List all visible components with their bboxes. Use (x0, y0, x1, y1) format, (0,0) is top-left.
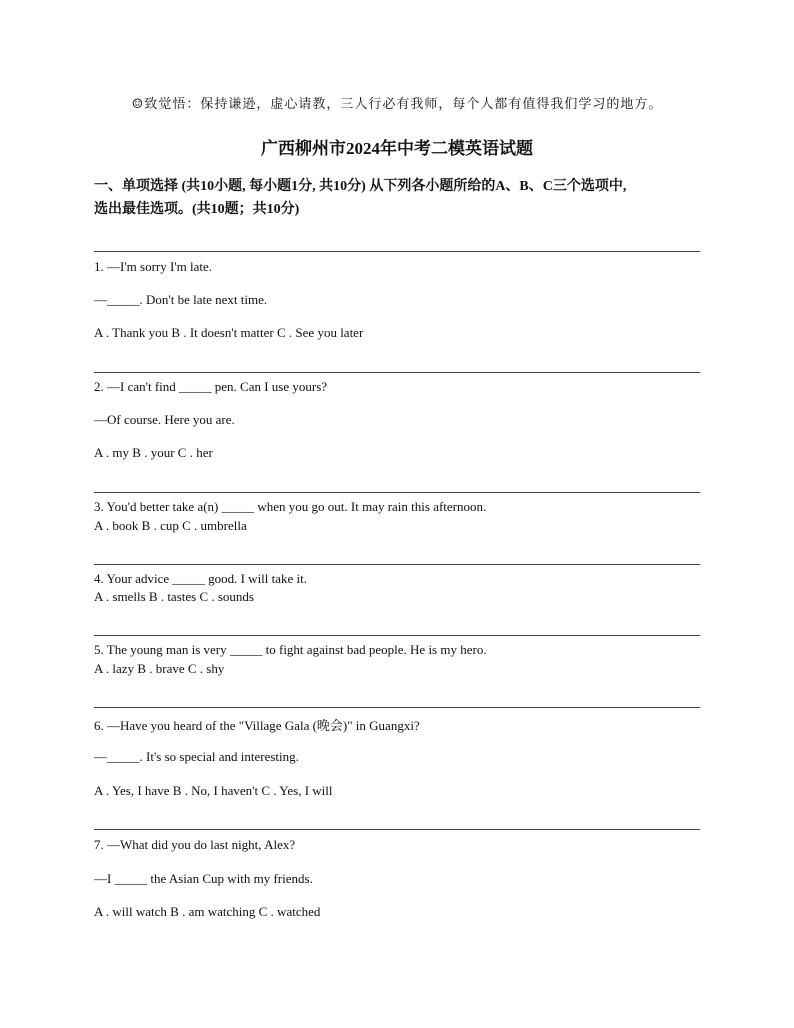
question-options: A . will watch B . am watching C . watched (94, 904, 321, 919)
question-options: A . Thank you B . It doesn't matter C . See you later (94, 325, 364, 340)
question-stem: 4. Your advice _____ good. I will take it. (94, 571, 308, 586)
question-options: A . smells B . tastes C . sounds (94, 589, 254, 604)
question-options: A . book B . cup C . umbrella (94, 518, 247, 533)
question-6 (94, 707, 700, 818)
question-response: —_____. It's so special and interesting. (94, 749, 299, 764)
question-stem: 1. —I'm sorry I'm late. (94, 259, 213, 274)
question-7 (94, 829, 700, 940)
section-heading (94, 175, 704, 221)
question-stem: 3. You'd better take a(n) _____ when you go out. It may rain this afternoon. (94, 499, 487, 514)
question-response: —I _____ the Asian Cup with my friends. (94, 871, 313, 886)
question-stem: 2. —I can't find _____ pen. Can I use yours? (94, 379, 328, 394)
question-options: A . Yes, I have B . No, I haven't C . Yes, I will (94, 783, 333, 798)
question-stem: 5. The young man is very _____ to fight against bad people. He is my hero. (94, 642, 487, 657)
question-1 (94, 251, 700, 362)
question-options: A . my B . your C . her (94, 445, 213, 460)
question-5 (94, 635, 700, 696)
question-stem: 7. —What did you do last night, Alex? (94, 837, 296, 852)
question-response: —_____. Don't be late next time. (94, 292, 268, 307)
section-heading-line-2: 选出最佳选项。(共10题；共10分) (94, 202, 300, 217)
question-response: —Of course. Here you are. (94, 412, 235, 427)
question-3 (94, 492, 700, 553)
question-2 (94, 372, 700, 483)
section-heading-line-1: 一、单项选择 (共10小题, 每小题1分, 共10分) 从下列各小题所给的A、B、C三个选项中, (94, 179, 627, 194)
question-stem: 6. —Have you heard of the "Village Gala (晚会)" in Guangxi? (94, 718, 420, 733)
question-options: A . lazy B . brave C . shy (94, 661, 225, 676)
motto-text: ☺致觉悟：保持谦逊，虚心请教，三人行必有我师，每个人都有值得我们学习的地方。 (131, 97, 663, 112)
question-4 (94, 564, 700, 625)
page-title: 广西柳州市2024年中考二模英语试题 (261, 139, 533, 158)
